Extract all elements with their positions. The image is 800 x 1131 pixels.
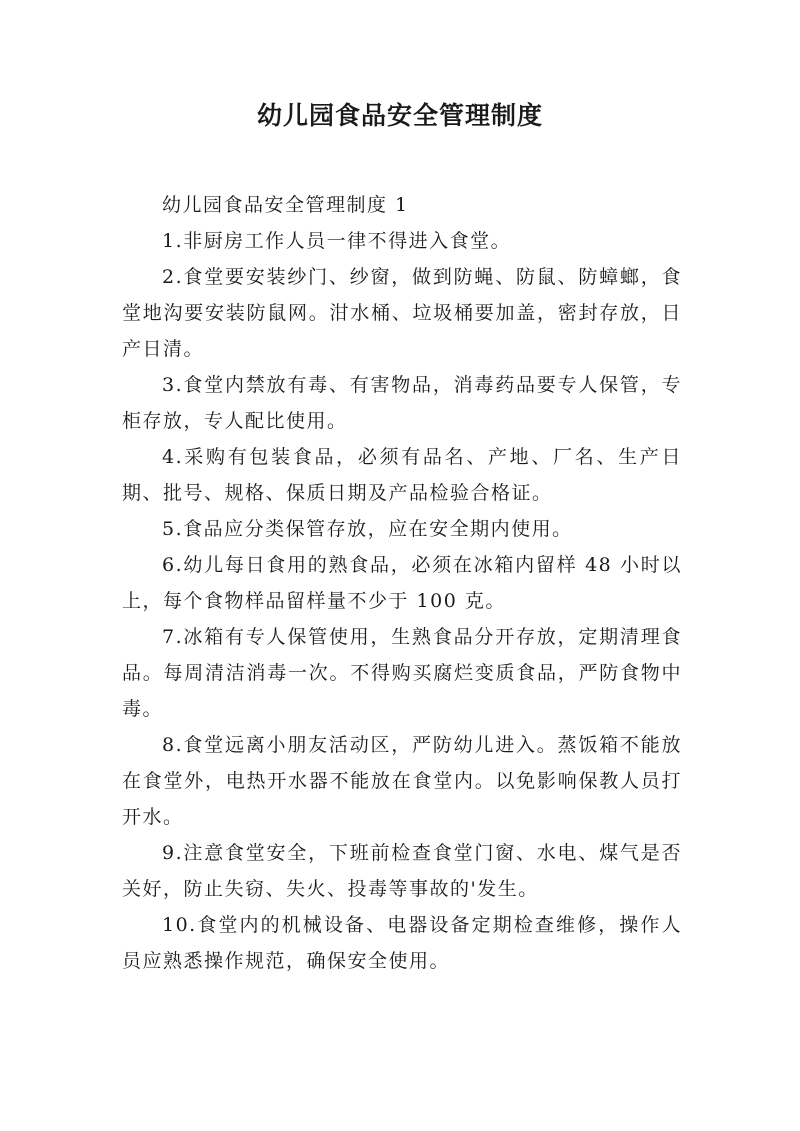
rule-item-10: 10.食堂内的机械设备、电器设备定期检查维修，操作人员应熟悉操作规范，确保安全使用。 (122, 914, 682, 972)
rule-item-6: 6.幼儿每日食用的熟食品，必须在冰箱内留样 48 小时以上，每个食物样品留样量不少于 100 克。 (122, 554, 682, 612)
rule-item-4: 4.采购有包装食品，必须有品名、产地、厂名、生产日期、批号、规格、保质日期及产品检验合格证。 (122, 446, 682, 504)
rule-item-8: 8.食堂远离小朋友活动区，严防幼儿进入。蒸饭箱不能放在食堂外，电热开水器不能放在食堂内。以免影响保教人员打开水。 (122, 734, 682, 828)
rule-item-3: 3.食堂内禁放有毒、有害物品，消毒药品要专人保管，专柜存放，专人配比使用。 (122, 374, 682, 432)
rule-item-1: 1.非厨房工作人员一律不得进入食堂。 (162, 230, 512, 252)
rule-item-7: 7.冰箱有专人保管使用，生熟食品分开存放，定期清理食品。每周清洁消毒一次。不得购买腐烂变质食品，严防食物中毒。 (122, 626, 682, 720)
document-body (122, 187, 682, 979)
rule-item-9: 9.注意食堂安全，下班前检查食堂门窗、水电、煤气是否关好，防止失窃、失火、投毒等事故的'发生。 (122, 842, 682, 900)
document-title: 幼儿园食品安全管理制度 (256, 101, 543, 130)
rule-item-5: 5.食品应分类保管存放，应在安全期内使用。 (162, 518, 573, 540)
rule-item-2: 2.食堂要安装纱门、纱窗，做到防蝇、防鼠、防蟑螂，食堂地沟要安装防鼠网。泔水桶、垃圾桶要加盖，密封存放，日产日清。 (122, 266, 682, 360)
section-heading: 幼儿园食品安全管理制度 1 (162, 194, 409, 216)
